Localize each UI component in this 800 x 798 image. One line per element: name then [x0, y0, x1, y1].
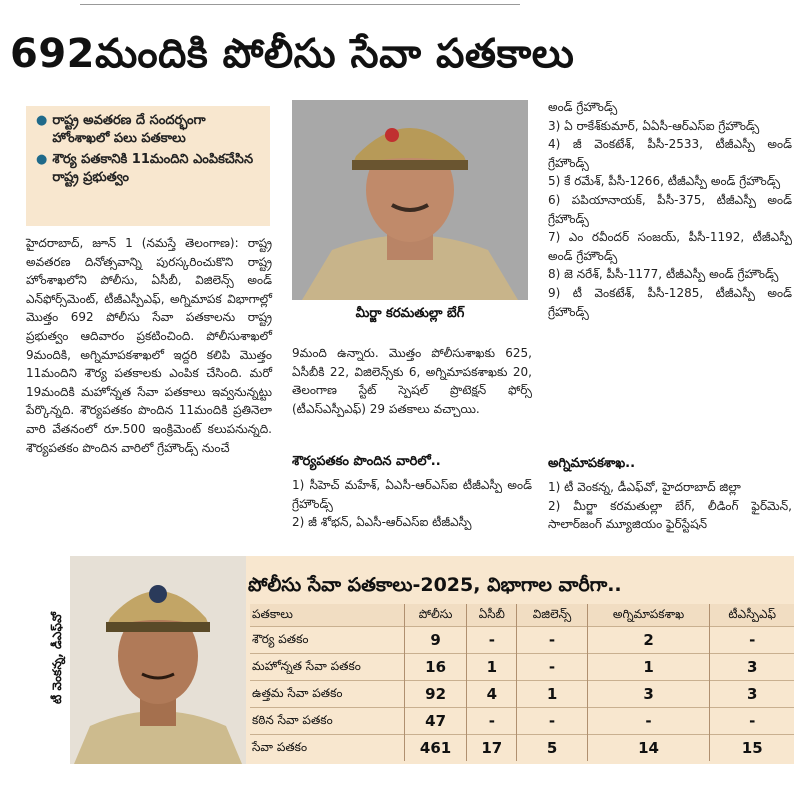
table-row — [250, 681, 794, 708]
gallantry-heading: శౌర్యపతకం పొందిన వారిలో.. — [292, 454, 441, 469]
photo-caption-2: టీ వెంకన్న, డీఎఫ్‌వో — [50, 612, 64, 704]
table-cell: మహోన్నత సేవా పతకం — [250, 654, 405, 681]
table-cell: 92 — [405, 681, 467, 708]
photo-caption-1: మీర్జా కరమతుల్లా బేగ్ — [355, 306, 465, 321]
list-item: 8) జె నరేశ్, పీసీ-1177, టీజీఎస్పీ అండ్ గ్రేహౌండ్స్ — [548, 267, 779, 282]
list-item: అండ్ గ్రేహౌండ్స్ — [548, 100, 618, 114]
header-cell: పతకాలు — [250, 604, 405, 627]
headline: 692మందికి పోలీసు సేవా పతకాలు — [10, 31, 575, 77]
table-cell: 9 — [405, 627, 467, 654]
header-cell: పోలీసు — [405, 604, 467, 627]
highlight-text: రాష్ట్ర అవతరణ దే సందర్భంగా హోంశాఖలో పలు పతకాలు — [52, 113, 206, 146]
table-cell: 4 — [467, 681, 517, 708]
awards-table — [250, 604, 794, 761]
list-item: 5) కే రమేశ్, పీసీ-1266, టీజీఎస్పీ అండ్ గ్రేహౌండ్స్ — [548, 174, 781, 189]
table-cell: 1 — [587, 654, 710, 681]
table-row — [250, 735, 794, 762]
table-cell: 3 — [710, 654, 794, 681]
table-cell: సేవా పతకం — [250, 735, 405, 762]
table-cell: - — [710, 708, 794, 735]
table-cell: 461 — [405, 735, 467, 762]
table-cell: - — [587, 708, 710, 735]
table-cell: - — [467, 627, 517, 654]
table-cell: 17 — [467, 735, 517, 762]
header-cell: అగ్నిమాపకశాఖ — [587, 604, 710, 627]
list-item: 2) జీ శోభన్, ఏఎసీ-ఆర్ఎస్ఐ టీజీఎస్పీ — [292, 515, 472, 530]
article-column-2: 9మంది ఉన్నారు. మొత్తం పోలీసుశాఖకు 625, ఏసీబీకి 22, విజిలెన్స్‌కు 6, అగ్నిమాపకశాఖకు 20, తెలంగాణ స్టేట్ స్పెషల్ ప్రొటెక్షన్ ఫోర్స్ (టీఎస్‌ఎస్పీఎఫ్) 29 పతకాలు వచ్చాయి. — [292, 346, 532, 416]
table-row — [250, 627, 794, 654]
highlight-text: శౌర్య పతకానికి 11మందిని ఎంపికచేసిన రాష్ట్ర ప్రభుత్వం — [52, 152, 254, 185]
list-item: 4) జీ వెంకటేశ్, పీసీ-2533, టీజీఎస్పీ అండ్ గ్రేహౌండ్స్ — [548, 137, 792, 170]
list-item: 6) పపియానాయక్, పీసీ-375, టీజీఎస్పీ అండ్ గ్రేహౌండ్స్ — [548, 192, 792, 226]
header-cell: ఏసీబీ — [467, 604, 517, 627]
table-cell: కఠిన సేవా పతకం — [250, 708, 405, 735]
fire-heading: అగ్నిమాపకశాఖ.. — [548, 456, 636, 471]
list-item: 9) టీ వెంకటేశ్, పీసీ-1285, టీజీఎస్పీ అండ్ గ్రేహౌండ్స్ — [548, 285, 792, 319]
table-cell: - — [517, 627, 587, 654]
header-cell: విజిలెన్స్ — [517, 604, 587, 627]
gallantry-list-a — [292, 476, 532, 532]
bullet-icon: ● — [36, 152, 48, 167]
highlights-box — [26, 106, 270, 226]
officer-photo-2 — [70, 556, 246, 764]
list-item: 1) టీ వెంకన్న, డీఎఫ్‌వో, హైదరాబాద్ జిల్లా — [548, 480, 741, 494]
table-cell: 47 — [405, 708, 467, 735]
table-header-row — [250, 604, 794, 627]
header-cell: టీఎస్పీఎఫ్ — [710, 604, 794, 627]
highlight-item — [36, 112, 264, 148]
table-cell: 16 — [405, 654, 467, 681]
bullet-icon: ● — [36, 113, 48, 128]
table-cell: - — [710, 627, 794, 654]
table-cell: - — [467, 708, 517, 735]
table-cell: 2 — [587, 627, 710, 654]
table-cell: 14 — [587, 735, 710, 762]
list-item: 7) ఎం రవీందర్ సంజయ్, పీసీ-1192, టీజీఎస్పీ అండ్ గ్రేహౌండ్స్ — [548, 230, 792, 263]
table-cell: 3 — [587, 681, 710, 708]
article-column-1: హైదరాబాద్, జూన్ 1 (నమస్తే తెలంగాణ): రాష్ట్ర అవతరణ దినోత్సవాన్ని పురస్కరించుకొని రాష్ట్ర హోంశాఖలోని పోలీసు, ఏసీబీ, విజిలెన్స్ అండ్ ఎన్‌ఫోర్స్‌మెంట్, టీజీఎస్పీఎఫ్, అగ్నిమాపక విభాగాల్లో మొత్తం 692 పోలీసు సేవా పతకాలను రాష్ట్ర ప్రభుత్వం ఆదివారం ప్రకటించింది. పోలీసుశాఖలో 9మందికి, అగ్నిమాపకశాఖలో ఇద్దరి కలిపి మొత్తం 11మందిని శౌర్య పతకాలకు ఎంపిక చేసింది. మరో 19మందికి మహోన్నత సేవా పతకాలు ఇవ్వనున్నట్టు పేర్కొన్నది. శౌర్యపతకం పొందిన 11మందికి ప్రతినెలా వారి వేతనంలో రూ.500 ఇంక్రిమెంట్ కలుపనున్నది. శౌర్యపతకం పొందిన వారిలో గ్రేహౌండ్స్ నుంచే — [26, 236, 272, 455]
list-item: 2) మీర్జా కరమతుల్లా బేగ్, లీడింగ్ ఫైర్‌మెన్, సాలార్‌జంగ్ మ్యూజియం ఫైర్‌స్టేషన్ — [548, 498, 792, 532]
table-cell: 1 — [467, 654, 517, 681]
table-cell: 3 — [710, 681, 794, 708]
fire-list — [548, 478, 792, 534]
table-cell: 1 — [517, 681, 587, 708]
list-item: 3) ఏ రాకేశ్‌కుమార్, ఏఏసీ-ఆర్ఎస్ఐ గ్రేహౌండ్స్ — [548, 118, 760, 133]
table-cell: శౌర్య పతకం — [250, 627, 405, 654]
top-rule — [80, 4, 520, 5]
table-cell: 15 — [710, 735, 794, 762]
highlight-item — [36, 151, 264, 187]
table-row — [250, 654, 794, 681]
officer-photo-1 — [292, 100, 528, 300]
table-cell: ఉత్తమ సేవా పతకం — [250, 681, 405, 708]
table-title: పోలీసు సేవా పతకాలు-2025, విభాగాల వారీగా.. — [248, 574, 622, 596]
table-row — [250, 708, 794, 735]
officer-portrait-icon — [70, 556, 246, 764]
table-cell: 5 — [517, 735, 587, 762]
article-column-3 — [548, 98, 792, 321]
list-item: 1) సీహెచ్ మహేశ్, ఏఎసీ-ఆర్ఎస్ఐ టీజీఎస్పీ అండ్ గ్రేహౌండ్స్ — [292, 478, 532, 511]
table-cell: - — [517, 708, 587, 735]
officer-portrait-icon — [292, 100, 528, 300]
table-cell: - — [517, 654, 587, 681]
